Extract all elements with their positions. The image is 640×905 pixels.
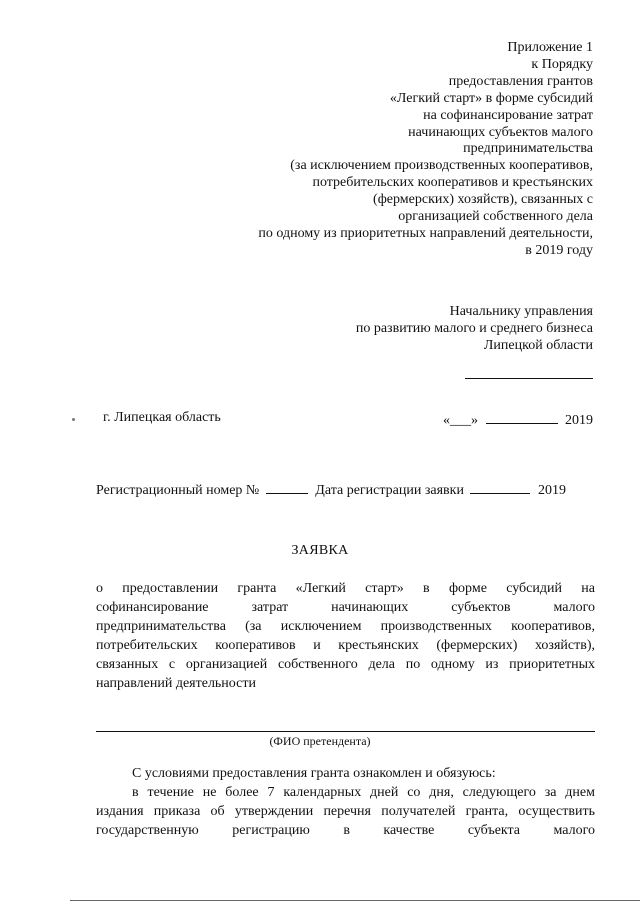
appendix-line: к Порядку xyxy=(531,56,593,72)
addressee-block xyxy=(233,303,593,384)
addressee-signature-line[interactable] xyxy=(465,364,593,379)
application-line: потребительских кооперативов и крестьянских (фермерских) хозяйств), xyxy=(96,638,595,653)
condition-line: в течение не более 7 календарных дней со дня, следующего за днем xyxy=(132,785,595,800)
city-label: г. Липецкая область xyxy=(103,410,221,425)
date-month-field[interactable] xyxy=(486,410,558,424)
addressee-line: Липецкой области xyxy=(483,338,593,353)
registration-number-label: Регистрационный номер № xyxy=(96,483,260,498)
appendix-line: организацией собственного дела xyxy=(398,209,593,225)
appendix-line: (за исключением производственных кооперативов, xyxy=(290,158,593,174)
appendix-header xyxy=(173,40,593,260)
appendix-line: по одному из приоритетных направлений деятельности, xyxy=(258,225,593,241)
applicant-name-field[interactable] xyxy=(96,731,595,732)
application-line: о предоставлении гранта «Легкий старт» в форме субсидий на xyxy=(96,581,595,596)
application-line: предпринимательства (за исключением производственных кооперативов, xyxy=(96,619,595,634)
registration-date-label: Дата регистрации заявки xyxy=(315,483,464,498)
addressee-line: по развитию малого и среднего бизнеса xyxy=(355,321,593,336)
page-bottom-rule xyxy=(70,900,640,901)
document-date xyxy=(443,410,593,429)
registration-date-field[interactable] xyxy=(470,480,530,494)
appendix-line: в 2019 году xyxy=(525,242,593,258)
appendix-line: «Легкий старт» в форме субсидий xyxy=(389,90,593,106)
conditions-intro: С условиями предоставления гранта ознакомлен и обязуюсь: xyxy=(132,766,496,781)
application-line: связанных с организацией собственного дела по одному из приоритетных xyxy=(96,657,595,672)
application-line: направлений деятельности xyxy=(96,676,256,691)
date-day-field[interactable]: «___» xyxy=(443,413,478,428)
condition-line: государственную регистрацию в качестве субъекта малого xyxy=(96,823,595,838)
appendix-line: на софинансирование затрат xyxy=(423,107,593,123)
appendix-line: потребительских кооперативов и крестьянских xyxy=(312,175,593,191)
fio-caption: (ФИО претендента) xyxy=(269,734,371,748)
document-title: ЗАЯВКА xyxy=(291,543,349,558)
condition-line: издания приказа об утверждении перечня получателей гранта, осуществить xyxy=(96,804,595,819)
date-year: 2019 xyxy=(565,413,593,428)
registration-year: 2019 xyxy=(537,483,566,498)
registration-row xyxy=(96,480,566,499)
appendix-line: предоставления грантов xyxy=(448,73,593,89)
appendix-line: предпринимательства xyxy=(463,141,593,157)
appendix-line: начинающих субъектов малого xyxy=(408,124,593,140)
addressee-line: Начальнику управления xyxy=(449,304,593,319)
appendix-line: (фермерских) хозяйств), связанных с xyxy=(373,192,593,208)
application-line: софинансирование затрат начинающих субъектов малого xyxy=(96,600,595,615)
appendix-line: Приложение 1 xyxy=(507,40,593,55)
registration-number-field[interactable] xyxy=(266,480,308,494)
margin-dot xyxy=(72,418,75,421)
